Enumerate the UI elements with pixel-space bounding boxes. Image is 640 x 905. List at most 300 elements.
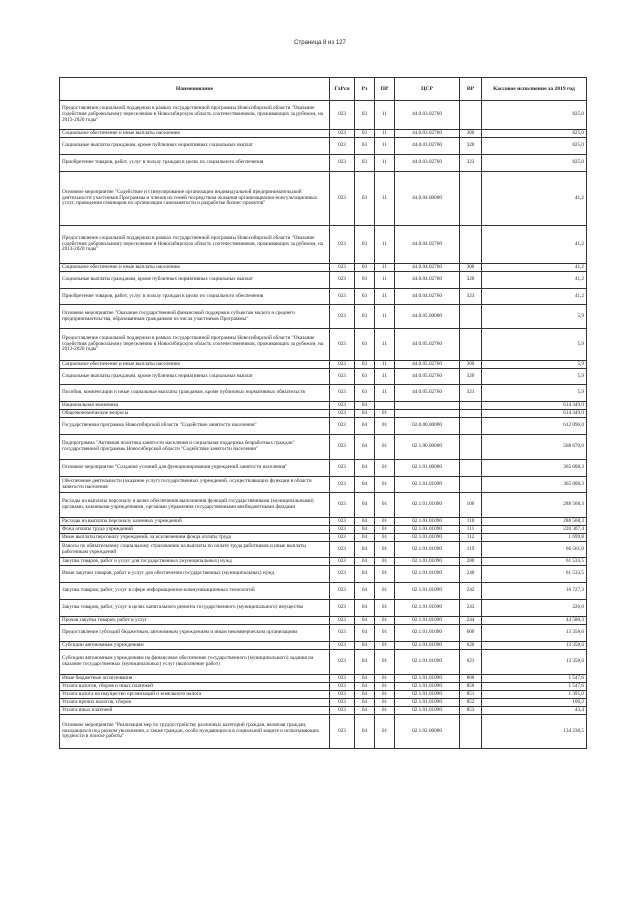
row-name: Уплата иных платежей — [60, 707, 330, 715]
row-rz: 04 — [355, 402, 375, 410]
row-pr: 01 — [375, 460, 395, 477]
row-rz: 03 — [355, 130, 375, 138]
row-name: Взносы по обязательному социальному страхованию на выплаты по оплате труда работников и иные выплаты работникам учреждений — [60, 542, 330, 558]
row-name: Иные закупки товаров, работ и услуг для обеспечения государственных (муниципальных) нужд — [60, 566, 330, 583]
row-csr: 44.0.03.02760 — [395, 130, 460, 138]
row-name: Пособия, компенсации и иные социальные выплаты гражданам, кроме публичных нормативных обязательств — [60, 385, 330, 402]
row-name: Уплата налога на имущество организаций и земельного налога — [60, 691, 330, 699]
row-vr — [460, 305, 482, 329]
row-glrsp: 023 — [330, 625, 355, 642]
row-vr: 243 — [460, 600, 482, 617]
row-sum: 612 096,0 — [482, 418, 587, 435]
row-rz: 04 — [355, 558, 375, 566]
row-sum: 288 568,3 — [482, 518, 587, 526]
row-name: Социальные выплаты гражданам, кроме публичных нормативных социальных выплат — [60, 138, 330, 155]
row-pr: 01 — [375, 418, 395, 435]
row-name: Основное мероприятие "Оказание государственной финансовой поддержки субъектам малого и среднего предпринимательства, образованным гражданами из числа участников Программы" — [60, 305, 330, 329]
row-rz: 04 — [355, 617, 375, 625]
row-csr: 02.1.02.00000 — [395, 715, 460, 749]
row-csr: 02.1.01.01090 — [395, 699, 460, 707]
row-rz: 04 — [355, 435, 375, 460]
row-sum: 5,9 — [482, 369, 587, 385]
row-pr: 11 — [375, 130, 395, 138]
row-sum: 825,0 — [482, 155, 587, 172]
row-csr: 02.1.01.01090 — [395, 683, 460, 691]
row-sum: 61 533,5 — [482, 566, 587, 583]
row-vr: 200 — [460, 558, 482, 566]
row-pr: 11 — [375, 101, 395, 130]
row-rz: 04 — [355, 650, 375, 675]
row-vr: 800 — [460, 675, 482, 683]
row-name: Фонд оплаты труда учреждений — [60, 526, 330, 534]
row-glrsp: 023 — [330, 715, 355, 749]
row-glrsp: 023 — [330, 675, 355, 683]
table-row — [60, 138, 587, 155]
row-name: Обеспечение деятельности (оказание услуг) государственных учреждений, осуществляющих функции в области занятости населения — [60, 477, 330, 493]
table-row — [60, 699, 587, 707]
row-vr: 851 — [460, 691, 482, 699]
row-rz: 04 — [355, 410, 375, 418]
row-name: Предоставление социальной поддержки в рамках государственной программы Новосибирской области "Оказание содействия добровольному переселению в Новосибирскую область соотечественников, проживающих за рубежом, на 2013-2020 годы" — [60, 226, 330, 264]
row-glrsp: 023 — [330, 600, 355, 617]
row-pr — [375, 402, 395, 410]
row-vr: 110 — [460, 518, 482, 526]
table-row — [60, 683, 587, 691]
row-vr: 244 — [460, 617, 482, 625]
row-name: Закупка товаров, работ и услуг для государственных (муниципальных) нужд — [60, 558, 330, 566]
table-row — [60, 558, 587, 566]
row-glrsp: 023 — [330, 534, 355, 542]
row-sum: 220 307,4 — [482, 526, 587, 534]
row-pr: 01 — [375, 707, 395, 715]
table-row — [60, 226, 587, 264]
row-vr: 320 — [460, 369, 482, 385]
row-vr: 300 — [460, 264, 482, 272]
row-pr: 01 — [375, 534, 395, 542]
row-glrsp: 023 — [330, 410, 355, 418]
row-pr: 01 — [375, 650, 395, 675]
row-glrsp: 023 — [330, 617, 355, 625]
row-vr — [460, 226, 482, 264]
row-rz: 03 — [355, 289, 375, 305]
row-sum: 1 395,0 — [482, 691, 587, 699]
row-pr: 01 — [375, 435, 395, 460]
row-csr: 02.1.01.01090 — [395, 493, 460, 518]
row-csr: 02.1.01.00000 — [395, 460, 460, 477]
row-name: Социальные выплаты гражданам, кроме публичных нормативных социальных выплат — [60, 369, 330, 385]
row-glrsp: 023 — [330, 329, 355, 361]
header-vr: ВР — [460, 78, 482, 101]
table-row — [60, 410, 587, 418]
row-pr: 01 — [375, 583, 395, 600]
row-glrsp: 023 — [330, 101, 355, 130]
row-glrsp: 023 — [330, 130, 355, 138]
row-glrsp: 023 — [330, 272, 355, 289]
row-vr — [460, 172, 482, 226]
row-vr: 620 — [460, 642, 482, 650]
row-rz: 04 — [355, 691, 375, 699]
row-vr: 112 — [460, 534, 482, 542]
row-name: Предоставление социальной поддержки в рамках государственной программы Новосибирской области "Оказание содействия добровольному переселению в Новосибирскую область соотечественников, проживающих за рубежом, на 2013-2020 годы" — [60, 329, 330, 361]
row-rz: 03 — [355, 329, 375, 361]
row-vr: 600 — [460, 625, 482, 642]
row-vr: 323 — [460, 289, 482, 305]
row-pr: 11 — [375, 329, 395, 361]
table-row — [60, 493, 587, 518]
row-pr: 01 — [375, 566, 395, 583]
row-name: Государственная программа Новосибирской области "Содействие занятости населения" — [60, 418, 330, 435]
row-csr: 02.1.01.01090 — [395, 534, 460, 542]
row-sum: 44 580,3 — [482, 617, 587, 625]
table-row — [60, 460, 587, 477]
row-csr: 02.1.01.01090 — [395, 558, 460, 566]
table-row — [60, 264, 587, 272]
row-name: Социальное обеспечение и иные выплаты населению — [60, 130, 330, 138]
row-pr: 01 — [375, 410, 395, 418]
row-vr: 850 — [460, 683, 482, 691]
row-vr — [460, 418, 482, 435]
row-csr: 02.1.01.01090 — [395, 650, 460, 675]
row-glrsp: 023 — [330, 435, 355, 460]
row-csr: 44.0.05.00000 — [395, 305, 460, 329]
row-rz: 04 — [355, 707, 375, 715]
row-pr: 01 — [375, 625, 395, 642]
row-rz: 03 — [355, 369, 375, 385]
table-row — [60, 650, 587, 675]
row-rz: 04 — [355, 600, 375, 617]
row-rz: 03 — [355, 172, 375, 226]
row-glrsp: 023 — [330, 650, 355, 675]
row-glrsp: 023 — [330, 418, 355, 435]
table-row — [60, 566, 587, 583]
row-pr: 01 — [375, 477, 395, 493]
row-pr: 01 — [375, 691, 395, 699]
header-pr: ПР — [375, 78, 395, 101]
row-rz: 04 — [355, 526, 375, 534]
row-glrsp: 023 — [330, 477, 355, 493]
row-sum: 5,9 — [482, 329, 587, 361]
row-pr: 01 — [375, 493, 395, 518]
row-vr — [460, 435, 482, 460]
table-row — [60, 172, 587, 226]
row-vr — [460, 402, 482, 410]
row-name: Основное мероприятие "Реализация мер по трудоустройству различных категорий граждан, включая граждан, находящихся под риском увольнения, а также граждан, особо нуждающихся в социальной защите и испытывающих трудности в поиске работы" — [60, 715, 330, 749]
row-vr: 621 — [460, 650, 482, 675]
table-row — [60, 402, 587, 410]
row-name: Социальные выплаты гражданам, кроме публичных нормативных социальных выплат — [60, 272, 330, 289]
row-name: Приобретение товаров, работ, услуг в пользу граждан в целях их социального обеспечения — [60, 289, 330, 305]
row-glrsp: 023 — [330, 138, 355, 155]
table-row — [60, 715, 587, 749]
row-pr: 11 — [375, 369, 395, 385]
table-row — [60, 617, 587, 625]
row-pr: 11 — [375, 155, 395, 172]
row-rz: 03 — [355, 385, 375, 402]
row-sum: 1 699,8 — [482, 534, 587, 542]
row-rz: 03 — [355, 361, 375, 369]
row-rz: 04 — [355, 534, 375, 542]
row-sum: 825,0 — [482, 138, 587, 155]
row-csr: 44.0.04.02760 — [395, 272, 460, 289]
row-rz: 04 — [355, 625, 375, 642]
row-vr: 111 — [460, 526, 482, 534]
table-row — [60, 289, 587, 305]
row-vr — [460, 329, 482, 361]
table-row — [60, 361, 587, 369]
row-glrsp: 023 — [330, 691, 355, 699]
row-sum: 66 561,0 — [482, 542, 587, 558]
row-csr: 44.0.03.02760 — [395, 138, 460, 155]
row-glrsp: 023 — [330, 172, 355, 226]
row-glrsp: 023 — [330, 402, 355, 410]
header-rz: Рз — [355, 78, 375, 101]
row-vr: 320 — [460, 138, 482, 155]
row-rz: 04 — [355, 642, 375, 650]
row-glrsp: 023 — [330, 493, 355, 518]
page-number-label: Страница 8 из 127 — [294, 40, 346, 46]
row-pr: 11 — [375, 385, 395, 402]
row-rz: 04 — [355, 493, 375, 518]
table-row — [60, 526, 587, 534]
row-name: Иные бюджетные ассигнования — [60, 675, 330, 683]
row-vr: 300 — [460, 130, 482, 138]
row-name: Основное мероприятие "Создание условий для функционирования учреждений занятости населения" — [60, 460, 330, 477]
row-rz: 04 — [355, 683, 375, 691]
table-row — [60, 385, 587, 402]
table-row — [60, 625, 587, 642]
row-name: Предоставление субсидий бюджетным, автономным учреждениям и иным некоммерческим организациям — [60, 625, 330, 642]
row-glrsp: 023 — [330, 518, 355, 526]
row-pr: 01 — [375, 715, 395, 749]
row-vr: 853 — [460, 707, 482, 715]
row-pr: 01 — [375, 558, 395, 566]
row-csr — [395, 410, 460, 418]
row-csr: 02.0.00.00000 — [395, 418, 460, 435]
row-sum: 365 008,3 — [482, 477, 587, 493]
table-row — [60, 155, 587, 172]
table-row — [60, 101, 587, 130]
row-csr: 44.0.03.02760 — [395, 155, 460, 172]
row-name: Социальное обеспечение и иные выплаты населению — [60, 361, 330, 369]
row-rz: 04 — [355, 518, 375, 526]
row-sum: 614 349,0 — [482, 402, 587, 410]
row-pr: 11 — [375, 361, 395, 369]
row-pr: 01 — [375, 699, 395, 707]
row-glrsp: 023 — [330, 289, 355, 305]
row-name: Субсидии автономным учреждениям на финансовое обеспечение государственного (муниципального) задания на оказание государственных (муниципальных) услуг (выполнение работ) — [60, 650, 330, 675]
row-csr: 02.1.01.01090 — [395, 707, 460, 715]
row-vr: 100 — [460, 493, 482, 518]
row-rz: 04 — [355, 477, 375, 493]
row-glrsp: 023 — [330, 460, 355, 477]
row-vr: 323 — [460, 155, 482, 172]
row-name: Закупка товаров, работ, услуг в сфере информационно-коммуникационных технологий — [60, 583, 330, 600]
row-vr: 320 — [460, 272, 482, 289]
row-sum: 13 358,6 — [482, 642, 587, 650]
row-name: Уплата прочих налогов, сборов — [60, 699, 330, 707]
row-csr: 02.1.01.01090 — [395, 542, 460, 558]
row-vr: 321 — [460, 385, 482, 402]
row-rz: 04 — [355, 566, 375, 583]
row-csr: 02.1.01.01090 — [395, 526, 460, 534]
table-row — [60, 691, 587, 699]
row-rz: 03 — [355, 155, 375, 172]
row-name: Закупка товаров, работ, услуг в целях капитального ремонта государственного (муниципального) имущества — [60, 600, 330, 617]
table-row — [60, 542, 587, 558]
row-rz: 04 — [355, 699, 375, 707]
table-row — [60, 130, 587, 138]
row-csr: 02.1.01.01090 — [395, 625, 460, 642]
row-sum: 16 727,3 — [482, 583, 587, 600]
table-row — [60, 369, 587, 385]
row-vr: 242 — [460, 583, 482, 600]
row-csr: 02.1.01.01090 — [395, 617, 460, 625]
row-sum: 41,2 — [482, 272, 587, 289]
row-pr: 11 — [375, 264, 395, 272]
row-csr: 44.0.04.02760 — [395, 226, 460, 264]
row-pr: 01 — [375, 683, 395, 691]
row-glrsp: 023 — [330, 526, 355, 534]
row-glrsp: 023 — [330, 699, 355, 707]
row-glrsp: 023 — [330, 558, 355, 566]
row-sum: 134 238,5 — [482, 715, 587, 749]
row-pr: 01 — [375, 642, 395, 650]
row-pr: 11 — [375, 226, 395, 264]
row-rz: 03 — [355, 101, 375, 130]
row-vr: 119 — [460, 542, 482, 558]
row-csr: 44.0.04.00000 — [395, 172, 460, 226]
row-glrsp: 023 — [330, 683, 355, 691]
row-rz: 04 — [355, 675, 375, 683]
row-sum: 1 547,6 — [482, 683, 587, 691]
row-sum: 1 547,6 — [482, 675, 587, 683]
row-name: Приобретение товаров, работ, услуг в пользу граждан в целях их социального обеспечения — [60, 155, 330, 172]
row-glrsp: 023 — [330, 361, 355, 369]
table-row — [60, 418, 587, 435]
row-pr: 11 — [375, 138, 395, 155]
row-csr: 44.0.04.02760 — [395, 289, 460, 305]
row-rz: 03 — [355, 305, 375, 329]
table-row — [60, 642, 587, 650]
row-sum: 41,2 — [482, 264, 587, 272]
row-vr: 852 — [460, 699, 482, 707]
table-row — [60, 675, 587, 683]
row-csr: 02.1.01.01090 — [395, 518, 460, 526]
row-csr: 02.1.01.01090 — [395, 642, 460, 650]
row-vr — [460, 460, 482, 477]
row-vr — [460, 477, 482, 493]
row-csr: 02.1.01.01090 — [395, 566, 460, 583]
row-name: Уплата налогов, сборов и иных платежей — [60, 683, 330, 691]
table-row — [60, 329, 587, 361]
row-glrsp: 023 — [330, 369, 355, 385]
header-glrsp: ГлРсп — [330, 78, 355, 101]
row-rz: 03 — [355, 138, 375, 155]
row-vr — [460, 410, 482, 418]
row-sum: 825,0 — [482, 101, 587, 130]
row-csr: 02.1.01.01090 — [395, 583, 460, 600]
row-name: Расходы на выплаты персоналу казенных учреждений — [60, 518, 330, 526]
table-row — [60, 534, 587, 542]
row-glrsp: 023 — [330, 583, 355, 600]
table-row — [60, 477, 587, 493]
row-pr: 01 — [375, 542, 395, 558]
row-vr: 300 — [460, 361, 482, 369]
row-sum: 41,2 — [482, 172, 587, 226]
row-rz: 04 — [355, 715, 375, 749]
row-pr: 01 — [375, 526, 395, 534]
row-sum: 825,0 — [482, 130, 587, 138]
row-name: Социальное обеспечение и иные выплаты населению — [60, 264, 330, 272]
table-row — [60, 305, 587, 329]
row-csr: 44.0.05.02760 — [395, 361, 460, 369]
table-row — [60, 583, 587, 600]
row-rz: 03 — [355, 226, 375, 264]
row-glrsp: 023 — [330, 264, 355, 272]
row-name: Национальная экономика — [60, 402, 330, 410]
row-csr: 44.0.05.02760 — [395, 369, 460, 385]
row-rz: 04 — [355, 542, 375, 558]
row-sum: 41,2 — [482, 226, 587, 264]
row-sum: 13 358,6 — [482, 625, 587, 642]
row-rz: 04 — [355, 418, 375, 435]
row-pr: 01 — [375, 518, 395, 526]
row-pr: 11 — [375, 172, 395, 226]
row-vr: 240 — [460, 566, 482, 583]
row-sum: 288 568,3 — [482, 493, 587, 518]
row-sum: 5,9 — [482, 361, 587, 369]
row-name: Общеэкономические вопросы — [60, 410, 330, 418]
row-csr: 02.1.00.00000 — [395, 435, 460, 460]
table-row — [60, 518, 587, 526]
row-sum: 13 358,6 — [482, 650, 587, 675]
row-glrsp: 023 — [330, 566, 355, 583]
row-glrsp: 023 — [330, 155, 355, 172]
row-csr: 44.0.05.02760 — [395, 329, 460, 361]
table-row — [60, 707, 587, 715]
row-vr — [460, 715, 482, 749]
row-name: Подпрограмма "Активная политика занятости населения и социальная поддержка безработных граждан" государственной программы Новосибирской области "Содействие занятости населения" — [60, 435, 330, 460]
row-sum: 41,2 — [482, 289, 587, 305]
row-glrsp: 023 — [330, 707, 355, 715]
header-csr: ЦСР — [395, 78, 460, 101]
row-pr: 11 — [375, 305, 395, 329]
budget-execution-table — [59, 77, 587, 749]
row-csr: 02.1.01.01090 — [395, 600, 460, 617]
row-sum: 226,0 — [482, 600, 587, 617]
row-name: Иные выплаты персоналу учреждений, за исключением фонда оплаты труда — [60, 534, 330, 542]
table-row — [60, 600, 587, 617]
table-header-row — [60, 78, 587, 101]
row-csr: 02.1.01.01090 — [395, 675, 460, 683]
row-pr: 11 — [375, 272, 395, 289]
row-name: Предоставление социальной поддержки в рамках государственной программы Новосибирской области "Оказание содействия добровольному переселению в Новосибирскую область соотечественников, проживающих за рубежом, на 2013-2020 годы" — [60, 101, 330, 130]
row-csr: 44.0.04.02760 — [395, 264, 460, 272]
row-glrsp: 023 — [330, 385, 355, 402]
row-csr: 02.1.01.01090 — [395, 691, 460, 699]
row-pr: 01 — [375, 675, 395, 683]
row-glrsp: 023 — [330, 305, 355, 329]
row-name: Субсидии автономным учреждениям — [60, 642, 330, 650]
row-csr: 02.1.01.01090 — [395, 477, 460, 493]
row-sum: 568 670,0 — [482, 435, 587, 460]
row-pr: 11 — [375, 289, 395, 305]
row-glrsp: 023 — [330, 542, 355, 558]
row-glrsp: 023 — [330, 642, 355, 650]
row-rz: 03 — [355, 264, 375, 272]
row-sum: 43,4 — [482, 707, 587, 715]
table-row — [60, 435, 587, 460]
